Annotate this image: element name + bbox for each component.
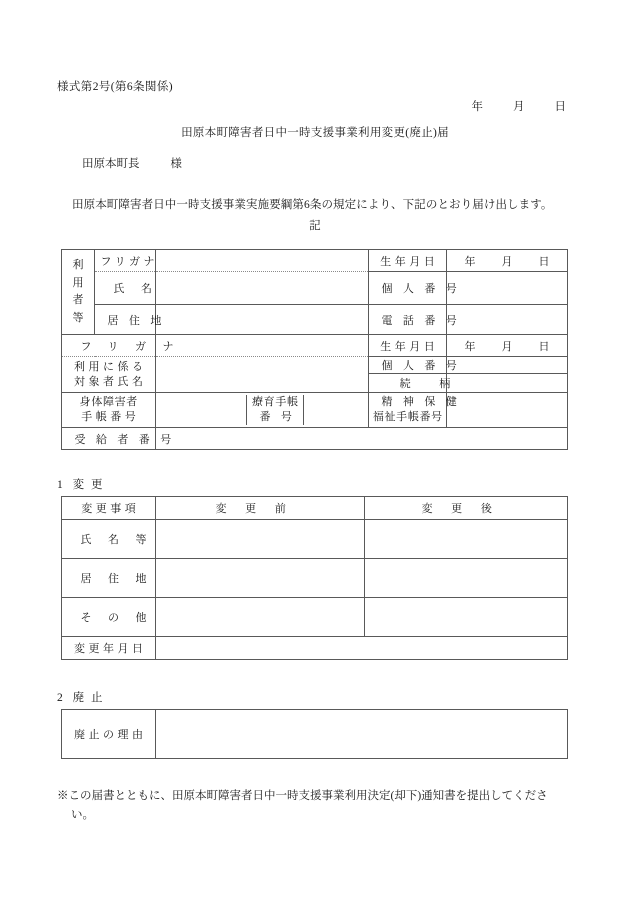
table-row — [62, 272, 568, 305]
physical-handbook-input[interactable] — [156, 395, 247, 425]
residence-value[interactable] — [156, 305, 369, 335]
name-label: 氏名 — [95, 272, 156, 305]
form-number: 様式第2号(第6条関係) — [57, 81, 173, 93]
date-day-label: 日 — [554, 101, 566, 113]
birthdate-label-2: 生年月日 — [369, 335, 447, 357]
change-row-before-residence[interactable] — [156, 559, 365, 598]
date-month-label: 月 — [513, 101, 525, 113]
table-row — [62, 598, 568, 637]
residence-label: 居住地 — [95, 305, 156, 335]
physical-handbook-label: 身体障害者 手帳番号 — [62, 393, 156, 428]
column-header-before: 変更前 — [156, 497, 365, 520]
change-row-after-other[interactable] — [365, 598, 568, 637]
birthdate-label-1: 生年月日 — [369, 250, 447, 272]
section-abolish-number: 2 — [57, 692, 63, 704]
furigana-value-1[interactable] — [156, 250, 369, 272]
abolish-table — [61, 709, 568, 759]
change-row-after-residence[interactable] — [365, 559, 568, 598]
physical-handbook-value[interactable] — [156, 393, 369, 428]
footnote — [57, 787, 577, 825]
ryouiku-handbook-label: 療育手帳 番号 — [247, 395, 304, 425]
user-group-label: 利 用 者 等 — [62, 250, 95, 335]
furigana-label-1: フリガナ — [95, 250, 156, 272]
recipient-number-label: 受給者番号 — [62, 428, 156, 450]
phone-label: 電話番号 — [369, 305, 447, 335]
table-row — [62, 335, 568, 357]
ryouiku-handbook-value[interactable] — [304, 395, 369, 425]
change-row-before-name[interactable] — [156, 520, 365, 559]
table-row — [62, 357, 568, 374]
table-row — [62, 250, 568, 272]
addressee-honorific: 様 — [170, 158, 182, 170]
section-change-number: 1 — [57, 479, 63, 491]
applicant-table — [61, 249, 568, 450]
addressee-name: 田原本町長 — [82, 158, 140, 170]
table-row — [62, 710, 568, 759]
footnote-line-1: ※この届書とともに、田原本町障害者日中一時支援事業利用決定(却下)通知書を提出してくださ — [57, 790, 548, 802]
change-row-after-name[interactable] — [365, 520, 568, 559]
document-date-line — [400, 98, 570, 114]
table-row — [62, 637, 568, 660]
table-header-row — [62, 497, 568, 520]
abolish-reason-label: 廃止の理由 — [62, 710, 156, 759]
ki-mark: 記 — [309, 220, 321, 232]
footnote-line-2: い。 — [71, 809, 94, 821]
table-row — [62, 559, 568, 598]
recipient-number-value[interactable] — [156, 428, 568, 450]
abolish-reason-value[interactable] — [156, 710, 568, 759]
table-row — [62, 305, 568, 335]
name-value[interactable] — [156, 272, 369, 305]
addressee-line — [82, 155, 182, 171]
my-number-label-2: 個人番号 — [369, 357, 447, 374]
body-paragraph: 田原本町障害者日中一時支援事業実施要綱第6条の規定により、下記のとおり届け出します。 — [72, 199, 553, 211]
table-row — [62, 428, 568, 450]
page-title: 田原本町障害者日中一時支援事業利用変更(廃止)届 — [181, 127, 449, 139]
birthdate-value-1[interactable]: 年 月 日 — [447, 250, 568, 272]
birthdate-value-2[interactable]: 年 月 日 — [447, 335, 568, 357]
target-person-value[interactable] — [156, 357, 369, 393]
relation-label: 続柄 — [369, 374, 447, 393]
change-row-label-other: その他 — [62, 598, 156, 637]
section-abolish-heading — [57, 689, 109, 705]
column-header-item: 変更事項 — [62, 497, 156, 520]
furigana-label-2: フリガナ — [62, 335, 156, 357]
section-change-label: 変更 — [72, 479, 110, 491]
section-change-heading — [57, 476, 109, 492]
change-row-label-name: 氏名等 — [62, 520, 156, 559]
mental-handbook-label: 精神保健 福祉手帳番号 — [369, 393, 447, 428]
change-row-before-other[interactable] — [156, 598, 365, 637]
section-abolish-label: 廃止 — [72, 692, 110, 704]
change-date-label: 変更年月日 — [62, 637, 156, 660]
change-row-label-residence: 居住地 — [62, 559, 156, 598]
column-header-after: 変更後 — [365, 497, 568, 520]
table-row — [62, 520, 568, 559]
target-person-label: 利用に係る 対象者氏名 — [62, 357, 156, 393]
table-row — [62, 393, 568, 428]
date-year-label: 年 — [471, 101, 483, 113]
change-table — [61, 496, 568, 660]
my-number-label-1: 個人番号 — [369, 272, 447, 305]
change-date-value[interactable] — [156, 637, 568, 660]
